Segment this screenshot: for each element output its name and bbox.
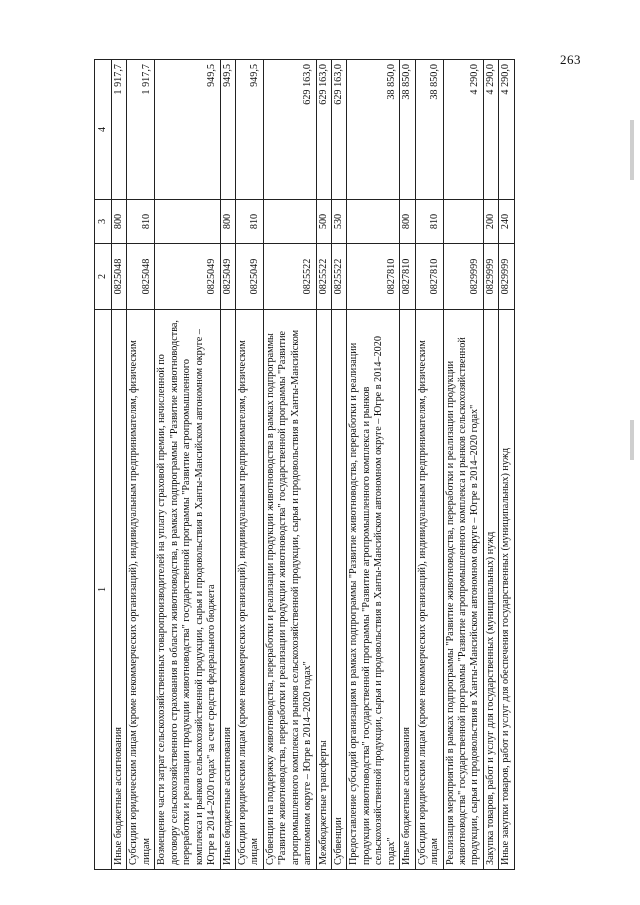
header-cell: 3 bbox=[95, 200, 112, 244]
scan-edge-shadow bbox=[630, 120, 634, 180]
row-amount: 1 917,7 bbox=[112, 60, 127, 200]
row-amount: 949,5 bbox=[235, 60, 263, 200]
row-amount: 38 850,0 bbox=[400, 60, 415, 200]
row-expense-type bbox=[347, 200, 400, 244]
row-description: Иные закупки товаров, работ и услуг для обеспечения государственных (муниципальных) нужд bbox=[499, 310, 514, 870]
row-expense-type: 200 bbox=[483, 200, 498, 244]
row-target-code: 0825049 bbox=[220, 244, 235, 310]
row-amount: 949,5 bbox=[155, 60, 220, 200]
row-target-code: 0829999 bbox=[443, 244, 483, 310]
row-target-code: 0825522 bbox=[316, 244, 331, 310]
row-target-code: 0829999 bbox=[483, 244, 498, 310]
scan-edge-shadow bbox=[630, 420, 634, 460]
rotated-table-container bbox=[94, 60, 546, 870]
row-description: Возмещение части затрат сельскохозяйственных товаропроизводителей на уплату страховой премии, начисленной по договору сельскохозяйственного страхования в области животноводства, в рамках подпрограммы "Развитие животноводства, переработки и реализации продукции животноводства" государственной программы "Развитие агропромышленного комплекса и рынков сельскохозяйственной продукции, сырья и продовольствия в Ханты-Мансийском автономном округе – Югре в 2014–2020 годах" за счет средств федерального бюджета bbox=[155, 310, 220, 870]
row-expense-type: 240 bbox=[499, 200, 514, 244]
row-description: Иные бюджетные ассигнования bbox=[220, 310, 235, 870]
table-row bbox=[235, 60, 263, 870]
table-row bbox=[332, 60, 347, 870]
table-row bbox=[155, 60, 220, 870]
row-amount: 38 850,0 bbox=[347, 60, 400, 200]
row-description: Субвенции bbox=[332, 310, 347, 870]
table-header-row bbox=[95, 60, 112, 870]
row-description: Субвенции на поддержку животноводства, переработки и реализации продукции животноводства в рамках подпрограммы "Развитие животноводства, переработки и реализации продукции животноводства" государственной программы "Развитие агропромышленного комплекса и рынков сельскохозяйственной продукции, сырья и продовольствия в Ханты-Мансийском автономном округе – Югре в 2014–2020 годах" bbox=[263, 310, 316, 870]
row-target-code: 0825048 bbox=[127, 244, 155, 310]
row-description: Закупка товаров, работ и услуг для государственных (муниципальных) нужд bbox=[483, 310, 498, 870]
row-expense-type bbox=[263, 200, 316, 244]
row-description: Реализация мероприятий в рамках подпрограммы "Развитие животноводства, переработки и реализации продукции животноводства" государственной программы "Развитие агропромышленного комплекса и рынков сельскохозяйственной продукции, сырья и продовольствия в Ханты-Мансийском автономном округе – Югре в 2014–2020 годах" bbox=[443, 310, 483, 870]
row-expense-type: 800 bbox=[400, 200, 415, 244]
row-expense-type: 810 bbox=[415, 200, 443, 244]
row-expense-type: 800 bbox=[220, 200, 235, 244]
row-target-code: 0829999 bbox=[499, 244, 514, 310]
row-amount: 629 163,0 bbox=[316, 60, 331, 200]
row-description: Субсидии юридическим лицам (кроме некоммерческих организаций), индивидуальным предпринимателям, физическим лицам bbox=[127, 310, 155, 870]
row-description: Субсидии юридическим лицам (кроме некоммерческих организаций), индивидуальным предпринимателям, физическим лицам bbox=[415, 310, 443, 870]
row-amount: 629 163,0 bbox=[263, 60, 316, 200]
row-expense-type: 530 bbox=[332, 200, 347, 244]
row-amount: 4 290,0 bbox=[483, 60, 498, 200]
table-row bbox=[112, 60, 127, 870]
row-target-code: 0827810 bbox=[400, 244, 415, 310]
row-expense-type: 810 bbox=[235, 200, 263, 244]
row-amount: 38 850,0 bbox=[415, 60, 443, 200]
row-expense-type: 800 bbox=[112, 200, 127, 244]
row-target-code: 0825049 bbox=[235, 244, 263, 310]
table-row bbox=[127, 60, 155, 870]
row-amount: 4 290,0 bbox=[499, 60, 514, 200]
row-description: Иные бюджетные ассигнования bbox=[400, 310, 415, 870]
table-row bbox=[263, 60, 316, 870]
row-amount: 4 290,0 bbox=[443, 60, 483, 200]
row-target-code: 0827810 bbox=[347, 244, 400, 310]
rotated-table-frame bbox=[94, 60, 546, 870]
row-expense-type bbox=[155, 200, 220, 244]
row-description: Предоставление субсидий организациям в рамках подпрограммы "Развитие животноводства, переработки и реализации продукции животноводства" государственной программы "Развитие агропромышленного комплекса и рынков сельскохозяйственной продукции, сырья и продовольствия в Ханты-Мансийском автономном округе – Югре в 2014–2020 годах" bbox=[347, 310, 400, 870]
row-target-code: 0825522 bbox=[332, 244, 347, 310]
header-cell: 2 bbox=[95, 244, 112, 310]
row-description: Межбюджетные трансферты bbox=[316, 310, 331, 870]
row-amount: 949,5 bbox=[220, 60, 235, 200]
row-amount: 629 163,0 bbox=[332, 60, 347, 200]
table-row bbox=[220, 60, 235, 870]
row-target-code: 0825049 bbox=[155, 244, 220, 310]
table-row bbox=[499, 60, 514, 870]
row-expense-type bbox=[443, 200, 483, 244]
row-target-code: 0825522 bbox=[263, 244, 316, 310]
table-row bbox=[347, 60, 400, 870]
table-row bbox=[316, 60, 331, 870]
header-cell: 1 bbox=[95, 310, 112, 870]
page-number: 263 bbox=[560, 52, 581, 67]
row-target-code: 0827810 bbox=[415, 244, 443, 310]
row-expense-type: 500 bbox=[316, 200, 331, 244]
row-expense-type: 810 bbox=[127, 200, 155, 244]
row-description: Иные бюджетные ассигнования bbox=[112, 310, 127, 870]
row-amount: 1 917,7 bbox=[127, 60, 155, 200]
table-row bbox=[483, 60, 498, 870]
row-target-code: 0825048 bbox=[112, 244, 127, 310]
table-row bbox=[443, 60, 483, 870]
budget-table bbox=[94, 59, 515, 870]
header-cell: 4 bbox=[95, 60, 112, 200]
table-row bbox=[400, 60, 415, 870]
row-description: Субсидии юридическим лицам (кроме некоммерческих организаций), индивидуальным предпринимателям, физическим лицам bbox=[235, 310, 263, 870]
table-row bbox=[415, 60, 443, 870]
